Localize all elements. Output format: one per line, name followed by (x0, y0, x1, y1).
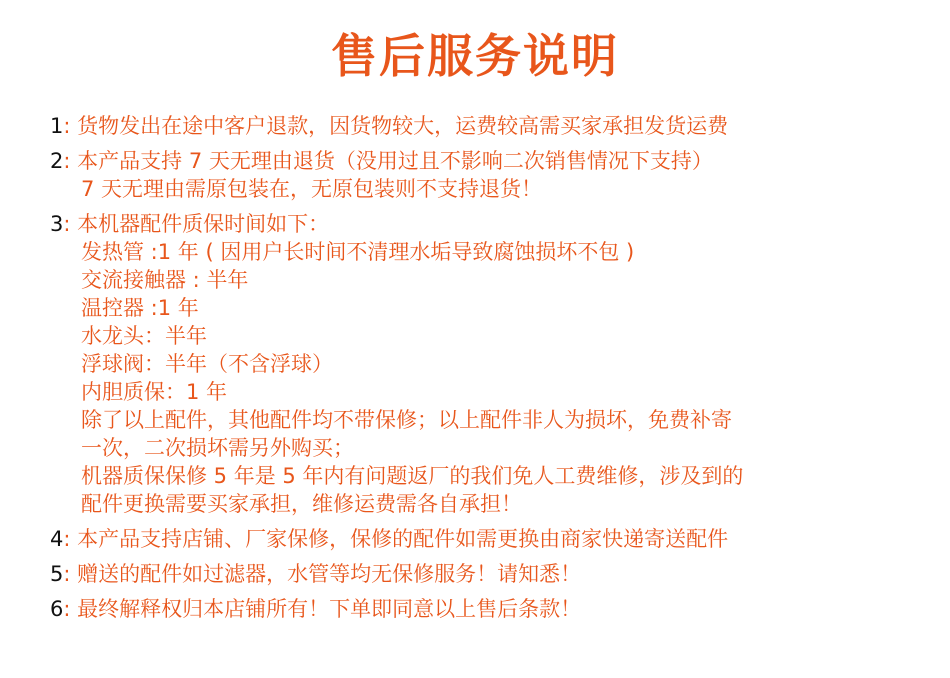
page-title: 售后服务说明 (331, 29, 619, 83)
item-number: 2 (50, 149, 64, 173)
item-number: 6 (50, 597, 64, 621)
list-item: 1: 货物发出在途中客户退款，因货物较大，运费较高需买家承担发货运费 (50, 114, 729, 138)
item-text: 赠送的配件如过滤器，水管等均无保修服务！请知悉！ (77, 562, 582, 586)
list-item: 5: 赠送的配件如过滤器，水管等均无保修服务！请知悉！ (50, 562, 582, 586)
item-text: 机器质保保修 5 年是 5 年内有问题返厂的我们免人工费维修，涉及到的 (81, 464, 744, 488)
item-text: 本产品支持店铺、厂家保修，保修的配件如需更换由商家快递寄送配件 (77, 527, 729, 551)
item-text: 水龙头：半年 (81, 324, 207, 348)
item-number: 4 (50, 527, 64, 551)
item-text: 发热管 :1 年 ( 因用户长时间不清理水垢导致腐蚀损坏不包 ) (81, 240, 635, 264)
item-text: 交流接触器 : 半年 (81, 268, 249, 292)
item-text: 浮球阀：半年（不含浮球） (81, 352, 333, 376)
list-item: 4: 本产品支持店铺、厂家保修，保修的配件如需更换由商家快递寄送配件 (50, 527, 729, 551)
item-number: 5 (50, 562, 64, 586)
item-text: 配件更换需要买家承担，维修运费需各自承担！ (81, 492, 522, 516)
item-number: 1 (50, 114, 64, 138)
item-text: 除了以上配件，其他配件均不带保修；以上配件非人为损坏，免费补寄 (81, 408, 732, 432)
list-item: 3: 本机器配件质保时间如下： 发热管 :1 年 ( 因用户长时间不清理水垢导致腐蚀损坏不包 ) 交流接触器 : 半年 温控器 :1 年 水龙头：半年 浮球阀：半年（不含浮球） 内胆质保：1 年 除了以上配件，其他配件均不带保修；以上配件非人为损坏，免费补寄 一次，二次损坏需另外购买； 机器质保保修 5 年是 5 年内有问题返厂的我们免人工费维修，涉及到的 配件更换需要买家承担，维修运费需各自承担！ (50, 210, 930, 518)
item-text: 本产品支持 7 天无理由退货（没用过且不影响二次销售情况下支持） (77, 149, 713, 173)
terms-list (50, 112, 930, 623)
item-text: 7 天无理由需原包装在，无原包装则不支持退货！ (81, 177, 543, 201)
item-text: 一次，二次损坏需另外购买； (81, 436, 354, 460)
item-text: 货物发出在途中客户退款，因货物较大，运费较高需买家承担发货运费 (77, 114, 729, 138)
item-number: 3 (50, 212, 64, 236)
list-item: 6: 最终解释权归本店铺所有！下单即同意以上售后条款！ (50, 597, 582, 621)
item-text: 本机器配件质保时间如下： (77, 212, 330, 236)
item-text: 最终解释权归本店铺所有！下单即同意以上售后条款！ (77, 597, 582, 621)
item-text: 温控器 :1 年 (81, 296, 199, 320)
list-item: 2: 本产品支持 7 天无理由退货（没用过且不影响二次销售情况下支持） 7 天无理由需原包装在，无原包装则不支持退货！ (50, 147, 930, 203)
item-text: 内胆质保：1 年 (81, 380, 228, 404)
